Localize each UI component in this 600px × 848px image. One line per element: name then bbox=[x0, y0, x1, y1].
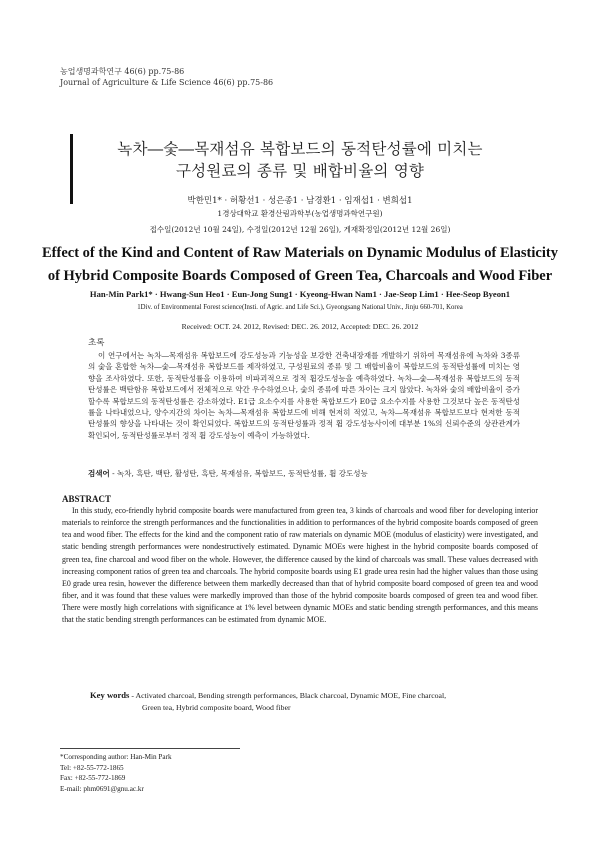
abstract-heading: ABSTRACT bbox=[62, 494, 112, 504]
korean-abstract-body: 이 연구에서는 녹차―목재섬유 복합보드에 강도성능과 기능성을 보강한 건축내장재를 개발하기 위하여 목재섬유에 녹차와 3종류의 숯을 혼합한 녹차―숯―목재섬유 복합보드를 제작하였고, 구성원료의 종류 및 그 배합비율이 복합보드의 동적탄성률에 미치는 영향을 조사하였다. 또한, 동적탄성률을 이용하여 비파괴적으로 정적 휨강도성능을 예측하였다. 녹차―숯―목재섬유 복합보드의 동적탄성률은 백탄함유 복합보드에서 전체적으로 약간 우수하였으나, 숯의 종류에 따른 차이는 크지 않았다. 녹차와 숯의 배합비율이 증가할수록 복합보드의 동적탄성률은 감소하였다. E1급 요소수지를 사용한 복합보드가 E0급 요소수지를 사용한 그것보다 높은 동적탄성률을 나타내었으나, 양수지간의 차이는 녹차―목재섬유 복합보드에 비해 현저히 적었고, 녹차―목재섬유 복합보드보다 현저한 동적탄성률의 향상을 나타내는 것이 확인되었다. 복합보드의 동적탄성률과 정적 휨 강도성능사이에 대부분 1%의 신뢰수준의 상관관계가 확인되어, 동적탄성률로부터 정적 휨 강도성능이 예측이 가능하였다. bbox=[88, 351, 520, 440]
journal-name-en: Journal of Agriculture & Life Science 46(6) pp.75-86 bbox=[60, 78, 274, 87]
korean-dates: 접수일(2012년 10월 24일), 수정일(2012년 12월 26일), 게재확정일(2012년 12월 26일) bbox=[149, 225, 451, 234]
corresponding-tel: Tel: +82-55-772-1865 bbox=[60, 763, 124, 772]
corresponding-fax: Fax: +82-55-772-1869 bbox=[60, 774, 126, 782]
korean-keywords-label: 검색어 bbox=[88, 469, 110, 478]
korean-title-line-2: 구성원료의 종류 및 배합비율의 영향 bbox=[175, 162, 425, 180]
korean-title-line-1: 녹차―숯―목재섬유 복합보드의 동적탄성률에 미치는 bbox=[117, 140, 483, 158]
korean-keywords bbox=[88, 468, 528, 479]
korean-authors: 박한민1* · 허황선1 · 성은종1 · 남경환1 · 임재섭1 · 변희섭1 bbox=[187, 196, 413, 206]
footnote-divider bbox=[60, 748, 240, 749]
keywords-line-2: Green tea, Hybrid composite board, Wood fiber bbox=[142, 703, 291, 712]
keywords-line-1: - Activated charcoal, Bending strength performances, Black charcoal, Dynamic MOE, Fine charcoal, bbox=[129, 691, 447, 700]
english-authors: Han-Min Park1* · Hwang-Sun Heo1 · Eun-Jong Sung1 · Kyeong-Hwan Nam1 · Jae-Seop Lim1 · Hee-Seop Byeon1 bbox=[89, 289, 511, 299]
abstract-body: In this study, eco-friendly hybrid composite boards were manufactured from green tea, 3 kinds of charcoals and wood fiber for developing interior materials to reinforce the strength performances and the functionalities in addition to performances of the hybrid composite boards composed of green tea and wood fiber. The effects for the kind and the component ratio of raw materials on dynamic MOE (modulus of elasticity) were investigated, and static bending strength performances were nondestructively estimated. Dynamic MOEs were highest in the hybrid composite boards composed of green tea, fine charcoal and wood fiber on the whole. However, the difference caused by the kind of charcoals was small. These values decreased with increasing component ratios of green tea and charcoals. The hybrid composite boards using E1 grade urea resin had the higher values than those using E0 grade urea resin, however the difference between them markedly decreased than that of hybrid composite board composed of green tea and wood fiber, and it was found that these values were markedly improved than those of the hybrid composite boards composed of green tea and wood fiber. There were mostly high correlations with significance at 1% level between dynamic MOEs and static bending strength performances, and this means that the static bending strength performances can be estimated from dynamic MOE. bbox=[62, 506, 538, 625]
english-title-line-2: of Hybrid Composite Boards Composed of Green Tea, Charcoals and Wood Fiber bbox=[47, 268, 553, 284]
korean-keywords-text: - 녹차, 흑탄, 백탄, 활성탄, 흑탄, 목재섬유, 복합보드, 동적탄성률, 휨 강도성능 bbox=[109, 469, 368, 478]
english-affiliation: 1Div. of Environmental Forest science(Insti. of Agric. and Life Sci.), Gyeongsang National Univ., Jinju 660-701, Korea bbox=[137, 304, 463, 311]
journal-name-kr: 농업생명과학연구 46(6) pp.75-86 bbox=[60, 67, 185, 76]
corresponding-author: *Corresponding author: Han-Min Park bbox=[60, 753, 172, 761]
keywords-label: Key words bbox=[90, 690, 130, 700]
corresponding-author-block bbox=[60, 752, 172, 794]
corresponding-email: E-mail: phm0691@gnu.ac.kr bbox=[60, 784, 144, 793]
journal-header bbox=[60, 66, 273, 88]
english-keywords bbox=[90, 689, 540, 714]
english-dates: Received: OCT. 24. 2012, Revised: DEC. 26. 2012, Accepted: DEC. 26. 2012 bbox=[181, 322, 419, 331]
english-title-line-1: Effect of the Kind and Content of Raw Materials on Dynamic Modulus of Elasticity bbox=[42, 245, 558, 261]
korean-affiliation: 1경상대학교 환경산림과학부(농업생명과학연구원) bbox=[217, 209, 383, 218]
korean-abstract-heading: 초록 bbox=[88, 338, 105, 348]
